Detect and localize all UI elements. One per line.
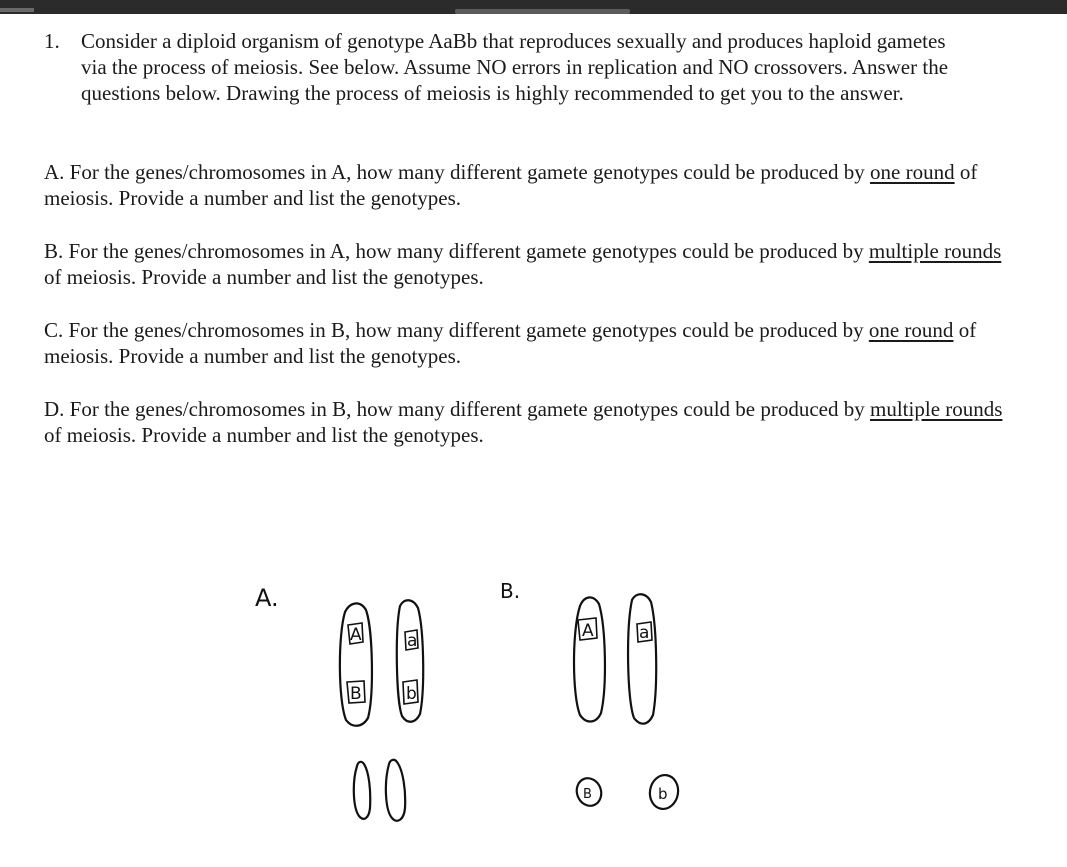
- panel-b-allele-b-big: B: [583, 787, 592, 802]
- part-d: [44, 396, 1004, 448]
- panel-b-label: B.: [500, 579, 521, 603]
- horizontal-scrollbar-thumb[interactable]: [455, 9, 630, 14]
- part-c-text-end: of meiosis. Provide a number and list the genotypes.: [44, 318, 977, 368]
- part-c-text: C. For the genes/chromosomes in B, how many different gamete genotypes could be produced by: [44, 318, 869, 342]
- allele-a-big: A: [350, 625, 362, 645]
- question-number: 1.: [44, 29, 60, 53]
- part-a-text: A. For the genes/chromosomes in A, how many different gamete genotypes could be produced by: [44, 160, 871, 184]
- chromosome-diagram: [0, 560, 1067, 867]
- tab-indicator: [0, 8, 34, 12]
- panel-b-allele-b-small: b: [658, 785, 668, 803]
- part-b-text-end: of meiosis. Provide a number and list the genotypes.: [44, 265, 484, 289]
- allele-b-small: b: [406, 684, 417, 704]
- allele-a-small: a: [407, 631, 418, 651]
- part-b-text: B. For the genes/chromosomes in A, how many different gamete genotypes could be produced by: [44, 239, 869, 263]
- part-a-underlined: one round: [870, 160, 955, 184]
- part-b-underlined: multiple rounds: [868, 239, 1002, 263]
- question-1: [44, 28, 974, 106]
- chromosome-a: [574, 597, 605, 721]
- part-b: [44, 238, 1004, 290]
- allele-b-big: B: [350, 684, 362, 704]
- part-a: [44, 159, 1004, 211]
- part-d-text: D. For the genes/chromosomes in B, how many different gamete genotypes could be produced by: [44, 397, 871, 421]
- part-c: [44, 317, 1004, 369]
- part-a-text-end: of meiosis. Provide a number and list the genotypes.: [44, 160, 978, 210]
- chromosome-a-small: [628, 594, 656, 723]
- chromosome-ab: [340, 603, 372, 725]
- window-top-bar: [0, 0, 1067, 14]
- part-d-text-end: of meiosis. Provide a number and list the genotypes.: [44, 423, 484, 447]
- panel-a-label: A.: [255, 584, 279, 612]
- panel-b-allele-a-small: a: [639, 623, 650, 643]
- part-d-underlined: multiple rounds: [870, 397, 1003, 421]
- chromosome-sketch: [0, 560, 1067, 867]
- part-c-underlined: one round: [868, 318, 954, 342]
- question-text: Consider a diploid organism of genotype AaBb that reproduces sexually and produces haploid gametes via the process of meiosis. See below. Assume NO errors in replication and NO crossovers. Answer the questions below. Drawing the process of meiosis is highly recommended to get you to the answer.: [81, 29, 949, 105]
- chromosome-lower-2: [386, 760, 405, 821]
- chromosome-lower-1: [354, 762, 370, 819]
- panel-b-allele-a-big: A: [582, 621, 594, 641]
